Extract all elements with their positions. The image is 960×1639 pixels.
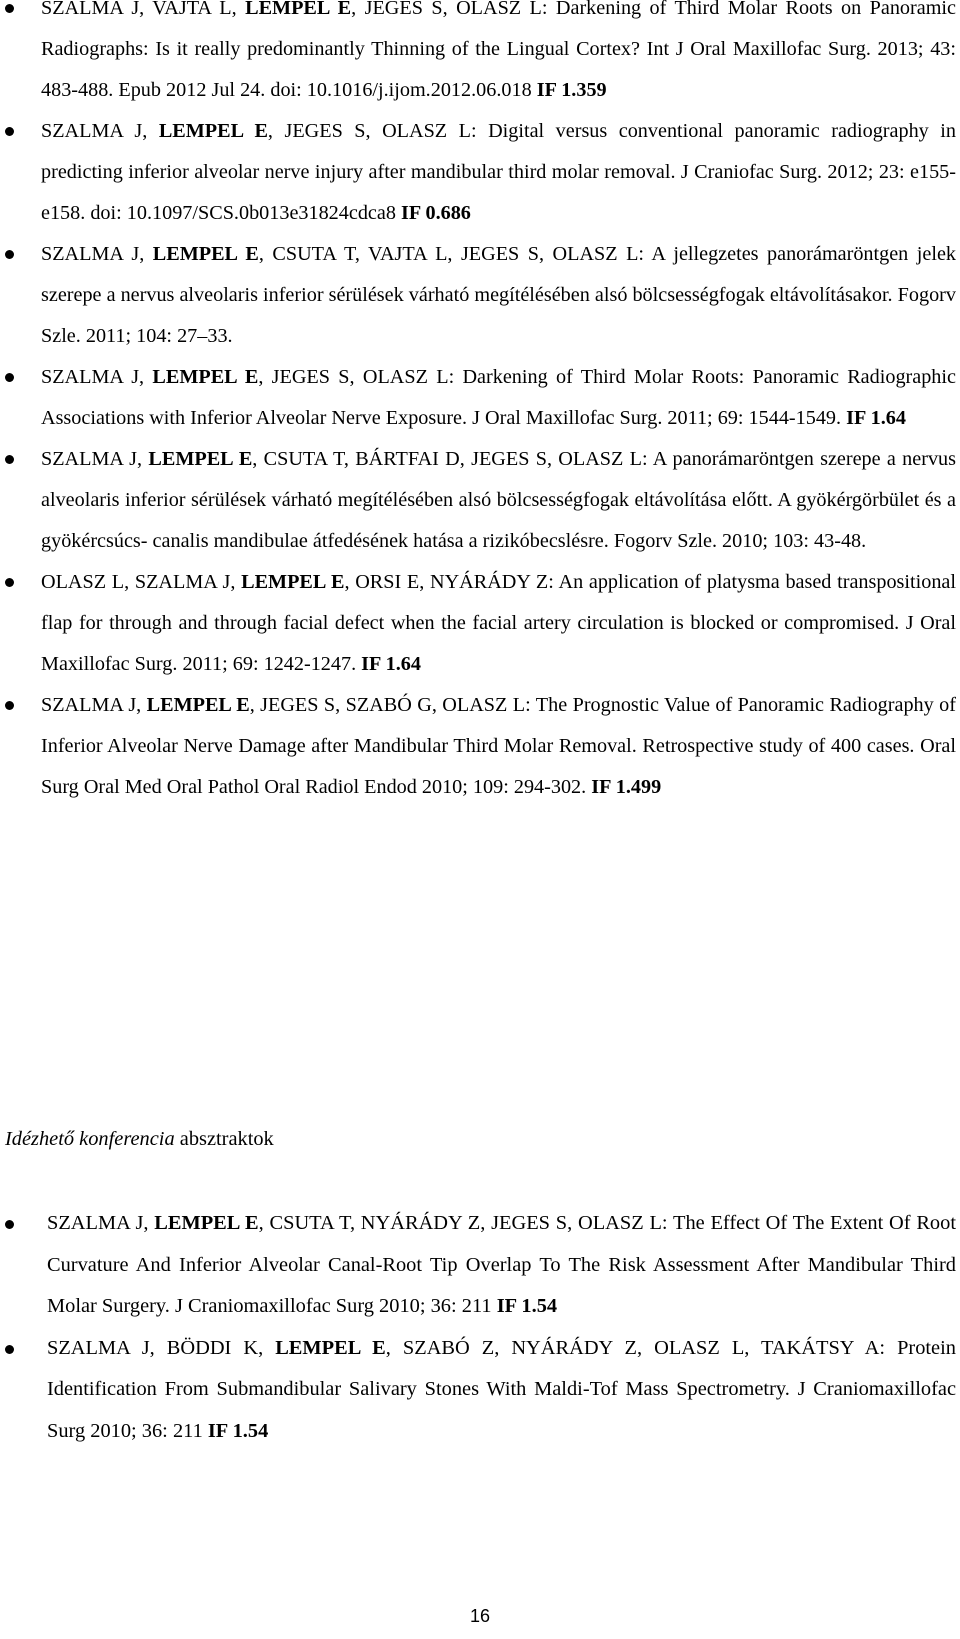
abstract-entry: [0, 1203, 960, 1328]
citation-bold-segment: IF 1.359: [536, 79, 607, 101]
publication-entry: [0, 562, 960, 685]
bullet-icon: [5, 4, 14, 13]
publication-entry: [0, 0, 960, 111]
citation-segment: , CSUTA T, VAJTA L, JEGES S, OLASZ L: A jellegzetes panorámaröntgen jelek szerepe a nervus alveolaris inferior sérülések várható megítélésében alsó bölcsességfogak eltávolításakor. Fogorv Szle. 2011; 104: 27–33.: [41, 243, 956, 347]
page-number: 16: [469, 1606, 491, 1626]
citation-segment: SZALMA J, VAJTA L,: [41, 0, 246, 19]
citation-bold-segment: LEMPEL E: [241, 571, 345, 593]
section-heading-italic: Idézhető konferencia: [5, 1128, 175, 1150]
bullet-icon: [5, 373, 14, 382]
bullet-icon: [5, 701, 14, 710]
bullet-icon: [5, 578, 14, 587]
citation-segment: SZALMA J,: [47, 1212, 155, 1234]
citation-segment: SZALMA J,: [41, 694, 147, 716]
citation-segment: SZALMA J,: [41, 243, 153, 265]
citation-bold-segment: LEMPEL E: [154, 1212, 259, 1234]
publication-entry: [0, 234, 960, 357]
citation-text: [41, 111, 956, 234]
citation-bold-segment: IF 1.499: [591, 776, 662, 798]
bullet-icon: [5, 1345, 14, 1354]
citation-text: [41, 0, 956, 111]
citation-bold-segment: LEMPEL E: [152, 366, 259, 388]
citation-text: [47, 1328, 956, 1453]
citation-bold-segment: LEMPEL E: [148, 448, 253, 470]
citation-text: [41, 562, 956, 685]
citation-segment: OLASZ L, SZALMA J,: [41, 571, 242, 593]
citation-bold-segment: LEMPEL E: [275, 1336, 386, 1359]
citation-segment: , SZABÓ Z, NYÁRÁDY Z, OLASZ L, TAKÁTSY A: Protein Identification From Submandibular Salivary Stones With Maldi-Tof Mass Spectrometry. J Craniomaxillofac Surg 2010; 36: 211: [47, 1336, 956, 1442]
citation-segment: SZALMA J,: [41, 120, 159, 142]
citation-bold-segment: IF 1.54: [207, 1419, 269, 1442]
citation-segment: , JEGES S, OLASZ L: Digital versus conventional panoramic radiography in predicting inferior alveolar nerve injury after mandibular third molar removal. J Craniofac Surg. 2012; 23: e155-e158. doi: 10.1097/SCS.0b013e31824cdca8: [41, 120, 956, 224]
citation-segment: , ORSI E, NYÁRÁDY Z: An application of platysma based transpositional flap for through and through facial defect when the facial artery circulation is blocked or compromised. J Oral Maxillofac Surg. 2011; 69: 1242-1247.: [41, 571, 956, 675]
citation-segment: , CSUTA T, NYÁRÁDY Z, JEGES S, OLASZ L: The Effect Of The Extent Of Root Curvature And Inferior Alveolar Canal-Root Tip Overlap To The Risk Assessment After Mandibular Third Molar Surgery. J Craniomaxillofac Surg 2010; 36: 211: [47, 1212, 956, 1317]
citation-bold-segment: IF 1.54: [496, 1295, 558, 1317]
citation-text: [41, 685, 956, 808]
section-heading: [5, 1124, 274, 1154]
citation-segment: , JEGES S, SZABÓ G, OLASZ L: The Prognostic Value of Panoramic Radiography of Inferior Alveolar Nerve Damage after Mandibular Third Molar Removal. Retrospective study of 400 cases. Oral Surg Oral Med Oral Pathol Oral Radiol Endod 2010; 109: 294-302.: [41, 694, 956, 798]
citation-text: [41, 234, 956, 357]
citation-segment: SZALMA J,: [41, 366, 153, 388]
bullet-icon: [5, 455, 14, 464]
conference-abstract-list: [0, 1203, 960, 1452]
citation-bold-segment: IF 0.686: [400, 202, 471, 224]
citation-segment: , JEGES S, OLASZ L: Darkening of Third Molar Roots on Panoramic Radiographs: Is it really predominantly Thinning of the Lingual Cortex? Int J Oral Maxillofac Surg. 2013; 43: 483-488. Epub 2012 Jul 24. doi: 10.1016/j.ijom.2012.06.018: [41, 0, 956, 101]
citation-bold-segment: LEMPEL E: [245, 0, 352, 19]
publication-entry: [0, 685, 960, 808]
publication-entry: [0, 439, 960, 562]
citation-segment: , CSUTA T, BÁRTFAI D, JEGES S, OLASZ L: A panorámaröntgen szerepe a nervus alveolaris inferior sérülések várható megítélésében alsó bölcsességfogak eltávolítása előtt. A gyökérgörbület és a gyökércsúcs- canalis mandibulae átfedésének hatása a rizikóbecslésre. Fogorv Szle. 2010; 103: 43-48.: [41, 448, 956, 552]
citation-bold-segment: LEMPEL E: [152, 243, 259, 265]
section-heading-rest: absztraktok: [174, 1128, 274, 1150]
bullet-icon: [5, 127, 14, 136]
publication-entry: [0, 111, 960, 234]
citation-bold-segment: IF 1.64: [846, 407, 906, 429]
bullet-icon: [5, 1220, 14, 1229]
journal-publication-list: [0, 0, 960, 808]
citation-text: [41, 439, 956, 562]
publication-entry: [0, 357, 960, 439]
citation-segment: SZALMA J,: [41, 448, 149, 470]
citation-segment: , JEGES S, OLASZ L: Darkening of Third Molar Roots: Panoramic Radiographic Associations with Inferior Alveolar Nerve Exposure. J Oral Maxillofac Surg. 2011; 69: 1544-1549.: [41, 366, 956, 429]
bullet-icon: [5, 250, 14, 259]
citation-bold-segment: LEMPEL E: [158, 120, 268, 142]
citation-bold-segment: IF 1.64: [361, 653, 421, 675]
citation-bold-segment: LEMPEL E: [146, 694, 250, 716]
citation-segment: SZALMA J, BÖDDI K,: [47, 1336, 276, 1359]
citation-text: [47, 1203, 956, 1328]
abstract-entry: [0, 1328, 960, 1453]
citation-text: [41, 357, 956, 439]
